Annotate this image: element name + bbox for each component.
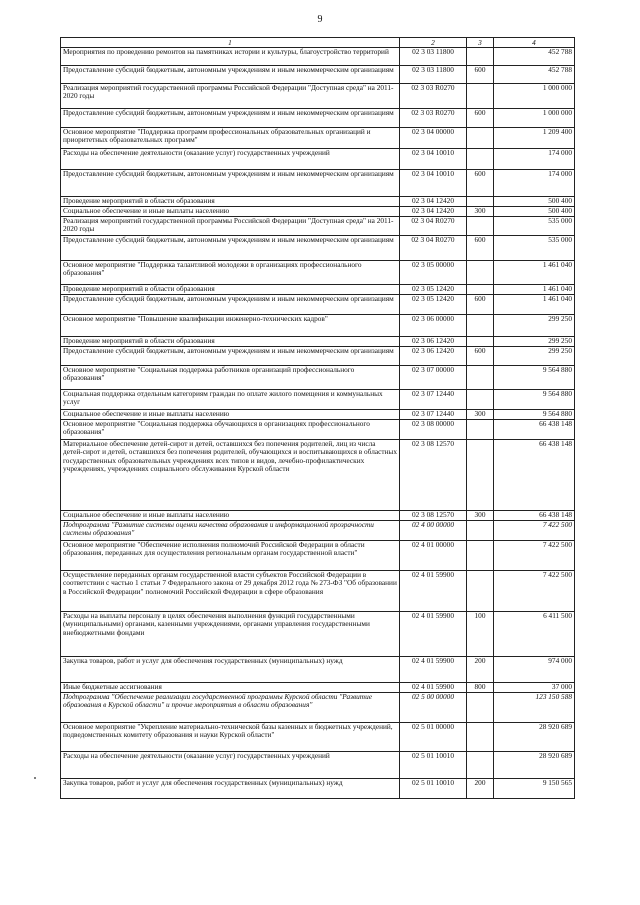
row-name: Подпрограмма "Обеспечение реализации государственной программы Курской области "Развитие образования в Курской области" и прочие мероприятия в области образования" (61, 693, 400, 723)
row-code: 02 3 04 12420 (400, 197, 467, 207)
row-name: Реализация мероприятий государственной программы Российской Федерации "Доступная среда" на 2011-2020 годы (61, 217, 400, 236)
row-code: 02 3 03 11800 (400, 66, 467, 84)
header-code: 2 (400, 38, 467, 48)
row-code: 02 3 04 R0270 (400, 217, 467, 236)
row-name: Расходы на обеспечение деятельности (оказание услуг) государственных учреждений (61, 752, 400, 779)
row-amount: 1 000 000 (494, 84, 575, 109)
row-code: 02 4 01 59900 (400, 657, 467, 683)
row-code: 02 3 08 12570 (400, 511, 467, 521)
row-name: Предоставление субсидий бюджетным, автономным учреждениям и иным некоммерческим организациям (61, 236, 400, 261)
row-name: Подпрограмма "Развитие системы оценки качества образования и информационной прозрачности системы образования" (61, 521, 400, 541)
row-name: Основное мероприятие "Повышение квалификации инженерно-технических кадров" (61, 315, 400, 337)
header-amount: 4 (494, 38, 575, 48)
table-row (61, 440, 575, 511)
table-row (61, 295, 575, 315)
row-code: 02 4 00 00000 (400, 521, 467, 541)
row-name: Предоставление субсидий бюджетным, автономным учреждениям и иным некоммерческим организациям (61, 109, 400, 128)
row-amount: 7 422 500 (494, 521, 575, 541)
table-row (61, 657, 575, 683)
row-code: 02 3 03 11800 (400, 48, 467, 66)
row-type (467, 571, 494, 612)
table-row (61, 779, 575, 799)
row-type: 300 (467, 410, 494, 420)
row-type: 200 (467, 779, 494, 799)
row-type (467, 315, 494, 337)
row-name: Основное мероприятие "Социальная поддержка работников организаций профессионального образования" (61, 366, 400, 390)
row-code: 02 3 04 10010 (400, 149, 467, 170)
row-amount: 452 788 (494, 66, 575, 84)
row-code: 02 3 04 R0270 (400, 236, 467, 261)
row-amount: 535 000 (494, 236, 575, 261)
row-type (467, 261, 494, 285)
row-type: 600 (467, 66, 494, 84)
table-row (61, 128, 575, 149)
row-type: 100 (467, 612, 494, 657)
table-row (61, 366, 575, 390)
row-amount: 535 000 (494, 217, 575, 236)
row-name: Основное мероприятие "Социальная поддержка обучающихся в организациях профессионального образования" (61, 420, 400, 440)
row-name: Закупка товаров, работ и услуг для обеспечения государственных (муниципальных) нужд (61, 657, 400, 683)
table-row (61, 693, 575, 723)
table-row (61, 612, 575, 657)
row-name: Социальная поддержка отдельным категориям граждан по оплате жилого помещения и коммунальных услуг (61, 390, 400, 410)
row-type (467, 420, 494, 440)
row-amount: 452 788 (494, 48, 575, 66)
row-type (467, 197, 494, 207)
row-code: 02 5 01 00000 (400, 723, 467, 752)
row-code: 02 3 05 12420 (400, 295, 467, 315)
row-amount: 174 000 (494, 170, 575, 197)
row-amount: 123 150 588 (494, 693, 575, 723)
row-type: 300 (467, 511, 494, 521)
row-code: 02 3 07 00000 (400, 366, 467, 390)
row-name: Закупка товаров, работ и услуг для обеспечения государственных (муниципальных) нужд (61, 779, 400, 799)
table-row (61, 217, 575, 236)
row-type (467, 48, 494, 66)
table-row (61, 337, 575, 347)
row-type: 600 (467, 236, 494, 261)
table-row (61, 149, 575, 170)
row-amount: 1 461 040 (494, 295, 575, 315)
row-code: 02 3 07 12440 (400, 390, 467, 410)
row-type: 600 (467, 109, 494, 128)
table-row (61, 511, 575, 521)
row-name: Проведение мероприятий в области образования (61, 197, 400, 207)
row-code: 02 3 04 00000 (400, 128, 467, 149)
table-row (61, 84, 575, 109)
row-amount: 1 000 000 (494, 109, 575, 128)
table-row (61, 109, 575, 128)
row-type: 600 (467, 170, 494, 197)
row-type (467, 723, 494, 752)
table-row (61, 66, 575, 84)
row-amount: 9 564 880 (494, 366, 575, 390)
row-name: Осуществление переданных органам государственной власти субъектов Российской Федерации в соответствии с частью 1 статьи 7 Федерального закона от 29 декабря 2012 года № 273-ФЗ "Об образовании в Российской Федерации" полномочий Российской Федерации в сфере образования (61, 571, 400, 612)
row-type (467, 440, 494, 511)
table-row (61, 390, 575, 410)
row-code: 02 3 04 12420 (400, 207, 467, 217)
row-name: Проведение мероприятий в области образования (61, 337, 400, 347)
page-number: 9 (317, 14, 323, 25)
table-row (61, 207, 575, 217)
row-type (467, 752, 494, 779)
row-type (467, 337, 494, 347)
table-row (61, 541, 575, 571)
row-type: 600 (467, 347, 494, 366)
row-code: 02 4 01 59900 (400, 683, 467, 693)
row-type: 600 (467, 295, 494, 315)
table-row (61, 236, 575, 261)
row-amount: 9 564 880 (494, 410, 575, 420)
row-type (467, 390, 494, 410)
row-amount: 500 400 (494, 207, 575, 217)
row-amount: 299 250 (494, 337, 575, 347)
row-type: 300 (467, 207, 494, 217)
budget-table (60, 37, 575, 799)
row-name: Социальное обеспечение и иные выплаты населению (61, 410, 400, 420)
table-row (61, 197, 575, 207)
row-type (467, 366, 494, 390)
table-row (61, 410, 575, 420)
row-amount: 66 438 148 (494, 420, 575, 440)
table-row (61, 285, 575, 295)
row-amount: 37 000 (494, 683, 575, 693)
row-type: 800 (467, 683, 494, 693)
row-amount: 1 461 040 (494, 285, 575, 295)
row-code: 02 3 06 12420 (400, 337, 467, 347)
row-amount: 28 920 689 (494, 752, 575, 779)
row-code: 02 3 03 R0270 (400, 84, 467, 109)
row-code: 02 5 00 00000 (400, 693, 467, 723)
row-name: Предоставление субсидий бюджетным, автономным учреждениям и иным некоммерческим организациям (61, 347, 400, 366)
row-amount: 66 438 148 (494, 440, 575, 511)
row-name: Основное мероприятие "Укрепление материально-технической базы казенных и бюджетных учреждений, подведомственных комитету образования и науки Курской области" (61, 723, 400, 752)
row-amount: 7 422 500 (494, 541, 575, 571)
row-name: Материальное обеспечение детей-сирот и детей, оставшихся без попечения родителей, лиц из числа детей-сирот и детей, оставшихся без попечения родителей, обучающихся и воспитывающихся в областных государственных образовательных учреждениях всех типов и видов, лечебно-профилактических учреждениях, учреждениях социального обслуживания Курской области (61, 440, 400, 511)
row-name: Расходы на обеспечение деятельности (оказание услуг) государственных учреждений (61, 149, 400, 170)
row-name: Социальное обеспечение и иные выплаты населению (61, 511, 400, 521)
row-amount: 974 000 (494, 657, 575, 683)
row-code: 02 3 03 R0270 (400, 109, 467, 128)
row-code: 02 3 05 12420 (400, 285, 467, 295)
row-name: Иные бюджетные ассигнования (61, 683, 400, 693)
row-amount: 299 250 (494, 315, 575, 337)
row-name: Предоставление субсидий бюджетным, автономным учреждениям и иным некоммерческим организациям (61, 295, 400, 315)
header-name: 1 (61, 38, 400, 48)
row-amount: 500 400 (494, 197, 575, 207)
table-header-row (61, 38, 575, 48)
row-amount: 9 150 565 (494, 779, 575, 799)
table-row (61, 521, 575, 541)
row-amount: 299 250 (494, 347, 575, 366)
row-amount: 6 411 500 (494, 612, 575, 657)
table-row (61, 723, 575, 752)
stray-mark (34, 777, 36, 779)
row-name: Основное мероприятие "Поддержка талантливой молодежи в организациях профессионального образования" (61, 261, 400, 285)
row-code: 02 4 01 00000 (400, 541, 467, 571)
row-type (467, 693, 494, 723)
row-code: 02 3 08 00000 (400, 420, 467, 440)
row-code: 02 3 06 00000 (400, 315, 467, 337)
row-name: Основное мероприятие "Поддержка программ профессиональных образовательных организаций и приоритетных образовательных программ" (61, 128, 400, 149)
row-amount: 9 564 880 (494, 390, 575, 410)
row-name: Социальное обеспечение и иные выплаты населению (61, 207, 400, 217)
table-row (61, 170, 575, 197)
table-row (61, 48, 575, 66)
row-code: 02 4 01 59900 (400, 571, 467, 612)
table-row (61, 420, 575, 440)
table-row (61, 261, 575, 285)
row-code: 02 3 08 12570 (400, 440, 467, 511)
row-code: 02 3 04 10010 (400, 170, 467, 197)
row-type (467, 128, 494, 149)
row-type (467, 217, 494, 236)
header-type: 3 (467, 38, 494, 48)
row-code: 02 3 06 12420 (400, 347, 467, 366)
row-code: 02 5 01 10010 (400, 752, 467, 779)
table-row (61, 347, 575, 366)
row-type (467, 285, 494, 295)
row-name: Проведение мероприятий в области образования (61, 285, 400, 295)
table-row (61, 315, 575, 337)
row-amount: 174 000 (494, 149, 575, 170)
table-row (61, 571, 575, 612)
row-name: Предоставление субсидий бюджетным, автономным учреждениям и иным некоммерческим организациям (61, 170, 400, 197)
row-code: 02 5 01 10010 (400, 779, 467, 799)
row-type (467, 521, 494, 541)
table-row (61, 683, 575, 693)
row-amount: 66 438 148 (494, 511, 575, 521)
row-name: Предоставление субсидий бюджетным, автономным учреждениям и иным некоммерческим организациям (61, 66, 400, 84)
row-type: 200 (467, 657, 494, 683)
row-name: Расходы на выплаты персоналу в целях обеспечения выполнения функций государственными (муниципальными) органами, казенными учреждениями, органами управления государственными внебюджетными фондами (61, 612, 400, 657)
row-amount: 7 422 500 (494, 571, 575, 612)
row-name: Основное мероприятие "Обеспечение исполнения полномочий Российской Федерации в области образования, переданных для осуществления региональным органам государственной власти" (61, 541, 400, 571)
row-code: 02 4 01 59900 (400, 612, 467, 657)
row-amount: 1 209 400 (494, 128, 575, 149)
row-code: 02 3 05 00000 (400, 261, 467, 285)
row-code: 02 3 07 12440 (400, 410, 467, 420)
row-type (467, 541, 494, 571)
row-type (467, 149, 494, 170)
row-type (467, 84, 494, 109)
row-name: Мероприятия по проведению ремонтов на памятниках истории и культуры, благоустройство территорий (61, 48, 400, 66)
row-amount: 1 461 040 (494, 261, 575, 285)
table-row (61, 752, 575, 779)
row-amount: 28 920 689 (494, 723, 575, 752)
row-name: Реализация мероприятий государственной программы Российской Федерации "Доступная среда" на 2011-2020 годы (61, 84, 400, 109)
